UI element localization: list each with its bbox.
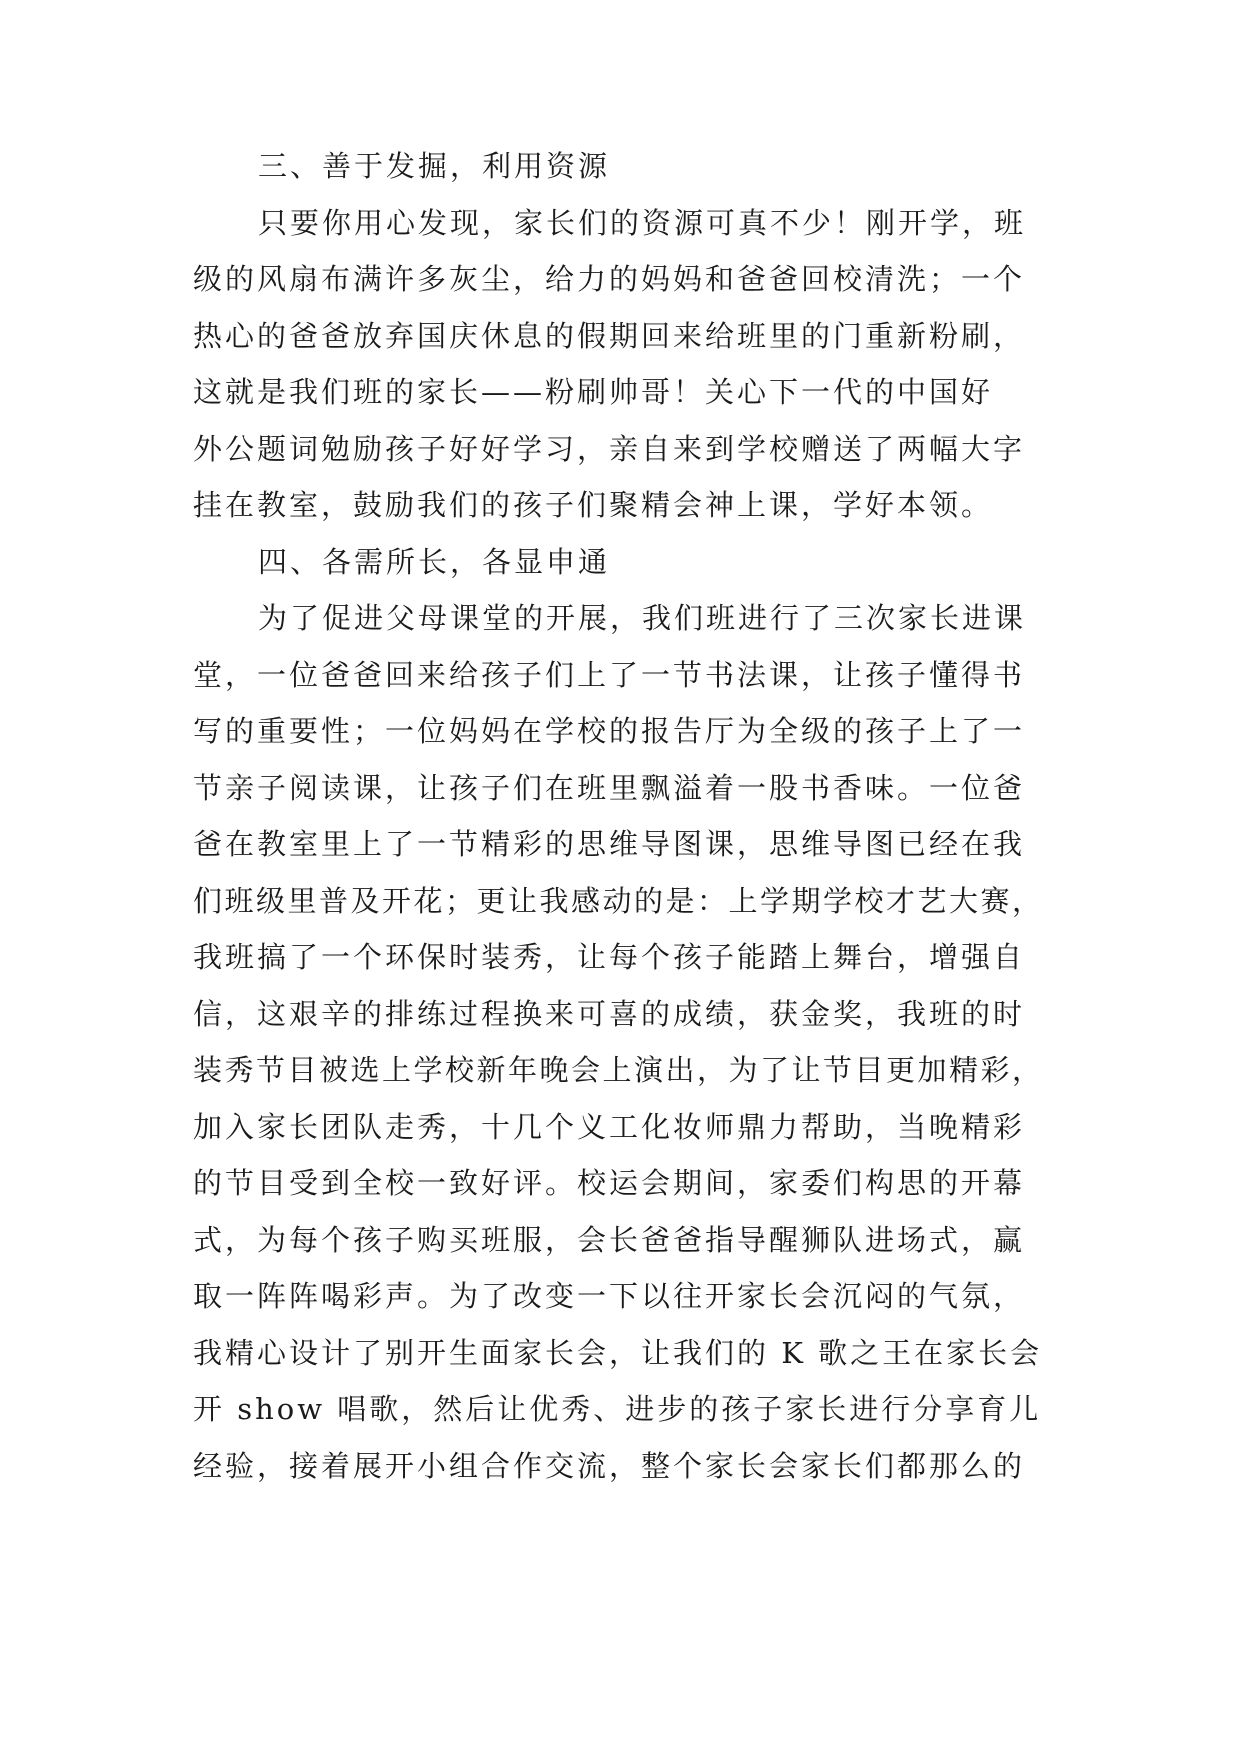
paragraph-line: 挂在教室，鼓励我们的孩子们聚精会神上课，学好本领。 xyxy=(193,488,994,522)
paragraph-line: 我班搞了一个环保时装秀，让每个孩子能踏上舞台，增强自 xyxy=(193,940,1026,974)
paragraph-line: 式，为每个孩子购买班服，会长爸爸指导醒狮队进场式，赢 xyxy=(193,1223,1026,1257)
paragraph-line: 我精心设计了别开生面家长会，让我们的 K 歌之王在家长会 xyxy=(193,1336,1043,1370)
paragraph-line: 装秀节目被选上学校新年晚会上演出，为了让节目更加精彩， xyxy=(193,1053,1044,1087)
paragraph-line: 级的风扇布满许多灰尘，给力的妈妈和爸爸回校清洗；一个 xyxy=(193,262,1026,296)
paragraph-line: 这就是我们班的家长——粉刷帅哥！关心下一代的中国好 xyxy=(193,375,994,409)
paragraph-line: 信，这艰辛的排练过程换来可喜的成绩，获金奖，我班的时 xyxy=(193,997,1026,1031)
paragraph-line: 的节目受到全校一致好评。校运会期间，家委们构思的开幕 xyxy=(193,1166,1026,1200)
section-heading-3: 三、善于发掘，利用资源 xyxy=(258,149,611,183)
paragraph-line: 们班级里普及开花；更让我感动的是：上学期学校才艺大赛， xyxy=(193,884,1044,918)
paragraph-line: 经验，接着展开小组合作交流，整个家长会家长们都那么的 xyxy=(193,1449,1026,1483)
paragraph-line: 外公题词勉励孩子好好学习，亲自来到学校赠送了两幅大字 xyxy=(193,432,1026,466)
section-heading-4: 四、各需所长，各显申通 xyxy=(258,545,611,579)
paragraph-line: 堂，一位爸爸回来给孩子们上了一节书法课，让孩子懂得书 xyxy=(193,658,1026,692)
paragraph-line: 加入家长团队走秀，十几个义工化妆师鼎力帮助，当晚精彩 xyxy=(193,1110,1026,1144)
paragraph-line: 只要你用心发现，家长们的资源可真不少！刚开学，班 xyxy=(258,206,1027,240)
paragraph-line: 为了促进父母课堂的开展，我们班进行了三次家长进课 xyxy=(258,601,1027,635)
paragraph-line: 取一阵阵喝彩声。为了改变一下以往开家长会沉闷的气氛， xyxy=(193,1279,1026,1313)
paragraph-line: 开 show 唱歌，然后让优秀、进步的孩子家长进行分享育儿 xyxy=(193,1392,1042,1426)
paragraph-line: 写的重要性；一位妈妈在学校的报告厅为全级的孩子上了一 xyxy=(193,714,1026,748)
paragraph-line: 爸在教室里上了一节精彩的思维导图课，思维导图已经在我 xyxy=(193,827,1026,861)
paragraph-line: 节亲子阅读课，让孩子们在班里飘溢着一股书香味。一位爸 xyxy=(193,771,1026,805)
paragraph-line: 热心的爸爸放弃国庆休息的假期回来给班里的门重新粉刷， xyxy=(193,319,1026,353)
